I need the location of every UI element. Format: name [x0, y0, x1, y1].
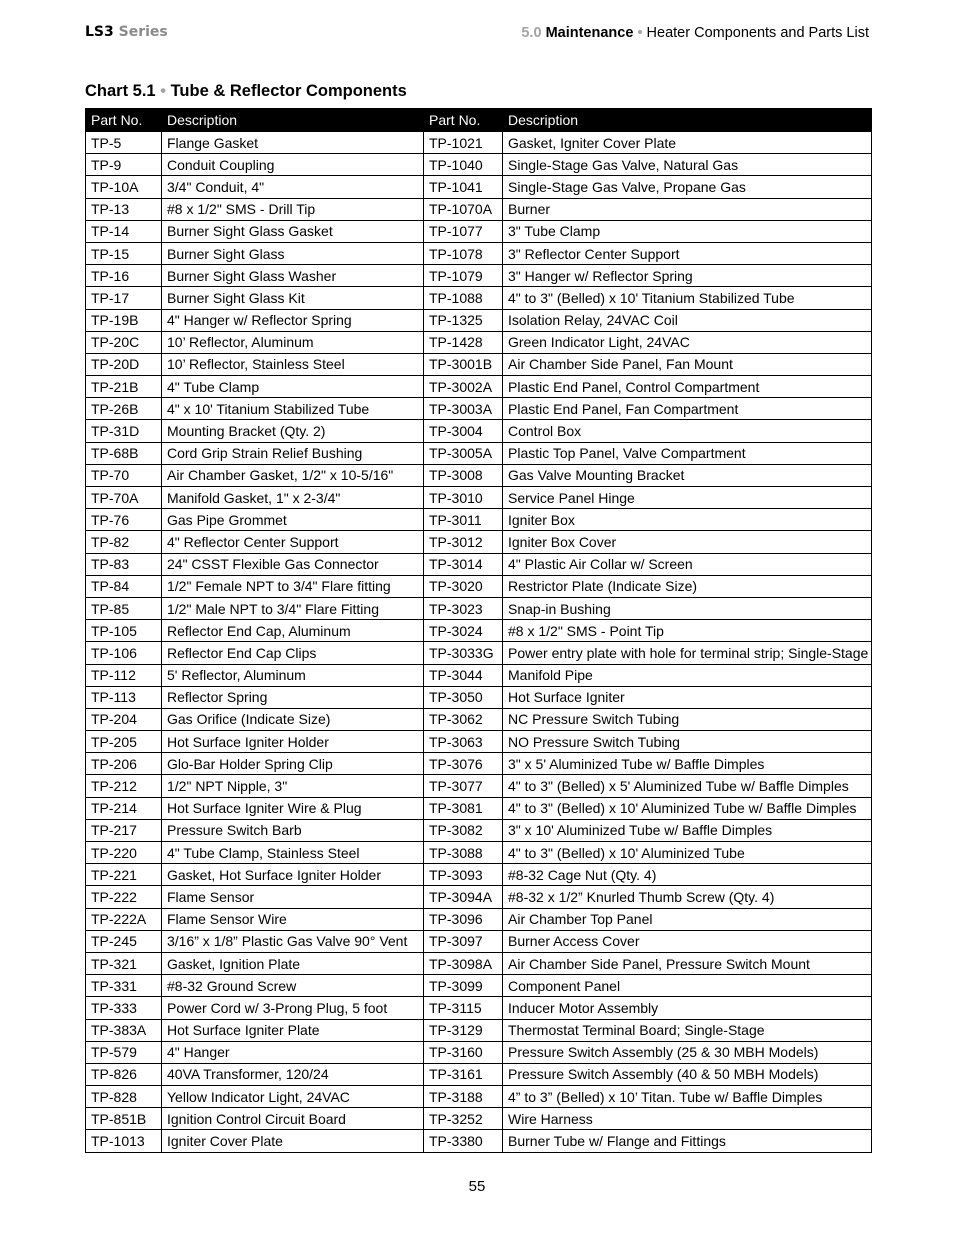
section-header — [521, 25, 869, 41]
column-header-description: Description — [503, 109, 872, 132]
cell-description: 4" to 3" (Belled) x 5' Aluminized Tube w/ Baffle Dimples — [503, 775, 872, 797]
cell-part-no: TP-1070A — [424, 198, 503, 220]
cell-part-no: TP-3010 — [424, 487, 503, 509]
cell-description: Reflector End Cap, Aluminum — [162, 620, 424, 642]
cell-description: Gas Orifice (Indicate Size) — [162, 708, 424, 730]
cell-part-no: TP-3115 — [424, 997, 503, 1019]
cell-part-no: TP-3160 — [424, 1041, 503, 1063]
table-row — [86, 686, 872, 708]
cell-part-no: TP-5 — [86, 132, 162, 154]
table-row — [86, 1130, 872, 1152]
table-row — [86, 220, 872, 242]
cell-part-no: TP-15 — [86, 242, 162, 264]
chart-label: Chart 5.1 — [85, 82, 156, 100]
cell-description: #8-32 Cage Nut (Qty. 4) — [503, 864, 872, 886]
cell-description: 4" x 10' Titanium Stabilized Tube — [162, 398, 424, 420]
cell-part-no: TP-3020 — [424, 575, 503, 597]
page-number: 55 — [468, 1178, 486, 1195]
cell-description: Gasket, Ignition Plate — [162, 952, 424, 974]
cell-description: Flange Gasket — [162, 132, 424, 154]
cell-part-no: TP-85 — [86, 597, 162, 619]
cell-part-no: TP-16 — [86, 265, 162, 287]
cell-description: Conduit Coupling — [162, 154, 424, 176]
table-row — [86, 997, 872, 1019]
cell-description: Power entry plate with hole for terminal strip; Single-Stage — [503, 642, 872, 664]
cell-part-no: TP-3188 — [424, 1086, 503, 1108]
cell-description: Reflector End Cap Clips — [162, 642, 424, 664]
cell-part-no: TP-1040 — [424, 154, 503, 176]
table-row — [86, 620, 872, 642]
cell-description: Pressure Switch Assembly (40 & 50 MBH Models) — [503, 1063, 872, 1085]
cell-part-no: TP-212 — [86, 775, 162, 797]
cell-part-no: TP-3063 — [424, 731, 503, 753]
cell-part-no: TP-106 — [86, 642, 162, 664]
cell-description: 4” to 3” (Belled) x 10’ Titan. Tube w/ Baffle Dimples — [503, 1086, 872, 1108]
cell-part-no: TP-3093 — [424, 864, 503, 886]
cell-description: Cord Grip Strain Relief Bushing — [162, 442, 424, 464]
table-row — [86, 664, 872, 686]
cell-part-no: TP-82 — [86, 531, 162, 553]
cell-part-no: TP-214 — [86, 797, 162, 819]
cell-description: Thermostat Terminal Board; Single-Stage — [503, 1019, 872, 1041]
cell-description: Flame Sensor Wire — [162, 908, 424, 930]
cell-part-no: TP-1088 — [424, 287, 503, 309]
table-row — [86, 420, 872, 442]
cell-part-no: TP-3097 — [424, 930, 503, 952]
cell-part-no: TP-3161 — [424, 1063, 503, 1085]
table-row — [86, 1019, 872, 1041]
cell-description: Burner Access Cover — [503, 930, 872, 952]
cell-description: Air Chamber Gasket, 1/2" x 10-5/16" — [162, 464, 424, 486]
series-label — [85, 24, 168, 40]
cell-description: Component Panel — [503, 975, 872, 997]
section-subtitle: Heater Components and Parts List — [646, 25, 869, 41]
cell-part-no: TP-3044 — [424, 664, 503, 686]
chart-bullet: • — [160, 82, 166, 100]
cell-part-no: TP-3088 — [424, 842, 503, 864]
cell-description: Green Indicator Light, 24VAC — [503, 331, 872, 353]
table-row — [86, 908, 872, 930]
cell-description: Flame Sensor — [162, 886, 424, 908]
cell-part-no: TP-70 — [86, 464, 162, 486]
cell-description: Mounting Bracket (Qty. 2) — [162, 420, 424, 442]
table-row — [86, 265, 872, 287]
cell-description: 4" Tube Clamp, Stainless Steel — [162, 842, 424, 864]
cell-description: 4" Reflector Center Support — [162, 531, 424, 553]
cell-part-no: TP-3014 — [424, 553, 503, 575]
cell-description: 3/4" Conduit, 4" — [162, 176, 424, 198]
table-row — [86, 176, 872, 198]
table-row — [86, 952, 872, 974]
cell-part-no: TP-3002A — [424, 376, 503, 398]
chart-title — [85, 82, 407, 101]
cell-description: Restrictor Plate (Indicate Size) — [503, 575, 872, 597]
table-row — [86, 442, 872, 464]
cell-part-no: TP-826 — [86, 1063, 162, 1085]
cell-description: Burner Sight Glass Washer — [162, 265, 424, 287]
cell-description: Single-Stage Gas Valve, Propane Gas — [503, 176, 872, 198]
cell-description: Isolation Relay, 24VAC Coil — [503, 309, 872, 331]
table-row — [86, 487, 872, 509]
cell-description: 4" Plastic Air Collar w/ Screen — [503, 553, 872, 575]
table-row — [86, 154, 872, 176]
cell-description: Gasket, Igniter Cover Plate — [503, 132, 872, 154]
cell-description: 4" Hanger w/ Reflector Spring — [162, 309, 424, 331]
table-row — [86, 509, 872, 531]
cell-part-no: TP-3129 — [424, 1019, 503, 1041]
cell-description: NC Pressure Switch Tubing — [503, 708, 872, 730]
table-row — [86, 930, 872, 952]
cell-description: Service Panel Hinge — [503, 487, 872, 509]
cell-description: 3" x 5' Aluminized Tube w/ Baffle Dimples — [503, 753, 872, 775]
cell-part-no: TP-3098A — [424, 952, 503, 974]
cell-part-no: TP-1325 — [424, 309, 503, 331]
chart-title-text: Tube & Reflector Components — [170, 82, 407, 100]
cell-description: Single-Stage Gas Valve, Natural Gas — [503, 154, 872, 176]
cell-part-no: TP-3008 — [424, 464, 503, 486]
cell-part-no: TP-331 — [86, 975, 162, 997]
cell-part-no: TP-3081 — [424, 797, 503, 819]
cell-part-no: TP-112 — [86, 664, 162, 686]
cell-part-no: TP-3099 — [424, 975, 503, 997]
cell-part-no: TP-9 — [86, 154, 162, 176]
table-row — [86, 575, 872, 597]
cell-part-no: TP-3082 — [424, 819, 503, 841]
cell-part-no: TP-1428 — [424, 331, 503, 353]
cell-part-no: TP-3011 — [424, 509, 503, 531]
cell-description: 3" Hanger w/ Reflector Spring — [503, 265, 872, 287]
cell-part-no: TP-3003A — [424, 398, 503, 420]
cell-description: 40VA Transformer, 120/24 — [162, 1063, 424, 1085]
cell-part-no: TP-31D — [86, 420, 162, 442]
cell-description: 4" to 3" (Belled) x 10' Aluminized Tube — [503, 842, 872, 864]
cell-description: Hot Surface Igniter Holder — [162, 731, 424, 753]
table-row — [86, 309, 872, 331]
cell-part-no: TP-221 — [86, 864, 162, 886]
table-row — [86, 376, 872, 398]
table-row — [86, 198, 872, 220]
cell-part-no: TP-1041 — [424, 176, 503, 198]
table-row — [86, 975, 872, 997]
cell-part-no: TP-321 — [86, 952, 162, 974]
cell-description: 5' Reflector, Aluminum — [162, 664, 424, 686]
cell-description: Hot Surface Igniter Plate — [162, 1019, 424, 1041]
series-name: LS3 — [85, 24, 114, 40]
table-row — [86, 464, 872, 486]
cell-part-no: TP-3001B — [424, 353, 503, 375]
cell-description: 1/2" NPT Nipple, 3" — [162, 775, 424, 797]
cell-part-no: TP-19B — [86, 309, 162, 331]
cell-description: Glo-Bar Holder Spring Clip — [162, 753, 424, 775]
cell-description: 4" Hanger — [162, 1041, 424, 1063]
cell-description: Gas Pipe Grommet — [162, 509, 424, 531]
series-word: Series — [118, 24, 168, 40]
cell-description: 3" x 10' Aluminized Tube w/ Baffle Dimples — [503, 819, 872, 841]
table-row — [86, 797, 872, 819]
cell-description: Plastic Top Panel, Valve Compartment — [503, 442, 872, 464]
cell-part-no: TP-579 — [86, 1041, 162, 1063]
cell-part-no: TP-26B — [86, 398, 162, 420]
cell-description: Igniter Cover Plate — [162, 1130, 424, 1152]
table-row — [86, 1041, 872, 1063]
cell-description: Air Chamber Top Panel — [503, 908, 872, 930]
cell-part-no: TP-222 — [86, 886, 162, 908]
cell-description: Gas Valve Mounting Bracket — [503, 464, 872, 486]
table-row — [86, 242, 872, 264]
table-row — [86, 597, 872, 619]
cell-description: Burner Sight Glass — [162, 242, 424, 264]
cell-description: NO Pressure Switch Tubing — [503, 731, 872, 753]
cell-description: Burner Tube w/ Flange and Fittings — [503, 1130, 872, 1152]
cell-description: #8 x 1/2" SMS - Drill Tip — [162, 198, 424, 220]
cell-description: Pressure Switch Barb — [162, 819, 424, 841]
cell-description: Power Cord w/ 3-Prong Plug, 5 foot — [162, 997, 424, 1019]
cell-description: 3/16” x 1/8” Plastic Gas Valve 90° Vent — [162, 930, 424, 952]
cell-part-no: TP-245 — [86, 930, 162, 952]
section-title: Maintenance — [545, 25, 634, 41]
table-row — [86, 132, 872, 154]
table-row — [86, 864, 872, 886]
cell-part-no: TP-3062 — [424, 708, 503, 730]
cell-description: Plastic End Panel, Fan Compartment — [503, 398, 872, 420]
cell-description: Control Box — [503, 420, 872, 442]
cell-description: 4" to 3" (Belled) x 10' Titanium Stabilized Tube — [503, 287, 872, 309]
cell-part-no: TP-3252 — [424, 1108, 503, 1130]
cell-part-no: TP-222A — [86, 908, 162, 930]
cell-part-no: TP-1077 — [424, 220, 503, 242]
table-row — [86, 353, 872, 375]
cell-description: 3" Tube Clamp — [503, 220, 872, 242]
cell-part-no: TP-217 — [86, 819, 162, 841]
cell-part-no: TP-828 — [86, 1086, 162, 1108]
table-row — [86, 331, 872, 353]
cell-description: Yellow Indicator Light, 24VAC — [162, 1086, 424, 1108]
cell-part-no: TP-3033G — [424, 642, 503, 664]
cell-part-no: TP-70A — [86, 487, 162, 509]
cell-part-no: TP-20D — [86, 353, 162, 375]
cell-part-no: TP-206 — [86, 753, 162, 775]
cell-part-no: TP-17 — [86, 287, 162, 309]
cell-description: Igniter Box — [503, 509, 872, 531]
cell-description: 4" Tube Clamp — [162, 376, 424, 398]
cell-description: Plastic End Panel, Control Compartment — [503, 376, 872, 398]
table-header-row — [86, 109, 872, 132]
cell-description: #8-32 Ground Screw — [162, 975, 424, 997]
cell-part-no: TP-21B — [86, 376, 162, 398]
cell-description: 10’ Reflector, Aluminum — [162, 331, 424, 353]
cell-part-no: TP-1079 — [424, 265, 503, 287]
table-row — [86, 753, 872, 775]
cell-part-no: TP-3380 — [424, 1130, 503, 1152]
cell-part-no: TP-76 — [86, 509, 162, 531]
cell-part-no: TP-851B — [86, 1108, 162, 1130]
cell-description: 3" Reflector Center Support — [503, 242, 872, 264]
cell-part-no: TP-68B — [86, 442, 162, 464]
cell-description: 4" to 3" (Belled) x 10' Aluminized Tube w/ Baffle Dimples — [503, 797, 872, 819]
cell-description: Manifold Gasket, 1" x 2-3/4" — [162, 487, 424, 509]
cell-description: Snap-in Bushing — [503, 597, 872, 619]
cell-description: Wire Harness — [503, 1108, 872, 1130]
table-row — [86, 1063, 872, 1085]
column-header-part-no: Part No. — [86, 109, 162, 132]
table-row — [86, 886, 872, 908]
column-header-description: Description — [162, 109, 424, 132]
cell-description: Burner Sight Glass Gasket — [162, 220, 424, 242]
cell-part-no: TP-204 — [86, 708, 162, 730]
cell-description: Hot Surface Igniter — [503, 686, 872, 708]
table-row — [86, 731, 872, 753]
table-row — [86, 398, 872, 420]
cell-description: Burner — [503, 198, 872, 220]
cell-part-no: TP-3023 — [424, 597, 503, 619]
table-row — [86, 287, 872, 309]
cell-description: Inducer Motor Assembly — [503, 997, 872, 1019]
cell-part-no: TP-205 — [86, 731, 162, 753]
cell-part-no: TP-1078 — [424, 242, 503, 264]
cell-part-no: TP-83 — [86, 553, 162, 575]
cell-part-no: TP-3077 — [424, 775, 503, 797]
cell-description: Gasket, Hot Surface Igniter Holder — [162, 864, 424, 886]
cell-description: Reflector Spring — [162, 686, 424, 708]
cell-part-no: TP-13 — [86, 198, 162, 220]
cell-part-no: TP-20C — [86, 331, 162, 353]
cell-description: Air Chamber Side Panel, Pressure Switch Mount — [503, 952, 872, 974]
cell-part-no: TP-3094A — [424, 886, 503, 908]
cell-description: Igniter Box Cover — [503, 531, 872, 553]
cell-description: Manifold Pipe — [503, 664, 872, 686]
table-row — [86, 642, 872, 664]
cell-description: 1/2" Female NPT to 3/4" Flare fitting — [162, 575, 424, 597]
cell-part-no: TP-10A — [86, 176, 162, 198]
cell-description: Pressure Switch Assembly (25 & 30 MBH Models) — [503, 1041, 872, 1063]
cell-description: 10’ Reflector, Stainless Steel — [162, 353, 424, 375]
cell-part-no: TP-3050 — [424, 686, 503, 708]
cell-part-no: TP-383A — [86, 1019, 162, 1041]
column-header-part-no: Part No. — [424, 109, 503, 132]
cell-description: #8 x 1/2" SMS - Point Tip — [503, 620, 872, 642]
cell-part-no: TP-1013 — [86, 1130, 162, 1152]
cell-part-no: TP-3096 — [424, 908, 503, 930]
cell-description: 1/2" Male NPT to 3/4" Flare Fitting — [162, 597, 424, 619]
cell-description: Burner Sight Glass Kit — [162, 287, 424, 309]
cell-description: Hot Surface Igniter Wire & Plug — [162, 797, 424, 819]
cell-part-no: TP-3004 — [424, 420, 503, 442]
cell-part-no: TP-333 — [86, 997, 162, 1019]
cell-part-no: TP-105 — [86, 620, 162, 642]
table-row — [86, 1086, 872, 1108]
table-row — [86, 531, 872, 553]
cell-part-no: TP-3024 — [424, 620, 503, 642]
cell-part-no: TP-3005A — [424, 442, 503, 464]
cell-part-no: TP-3076 — [424, 753, 503, 775]
parts-table — [85, 108, 872, 1153]
cell-part-no: TP-1021 — [424, 132, 503, 154]
cell-part-no: TP-113 — [86, 686, 162, 708]
table-row — [86, 775, 872, 797]
section-bullet: • — [637, 25, 643, 41]
cell-description: Ignition Control Circuit Board — [162, 1108, 424, 1130]
table-row — [86, 819, 872, 841]
cell-part-no: TP-220 — [86, 842, 162, 864]
table-row — [86, 1108, 872, 1130]
section-number: 5.0 — [521, 25, 542, 41]
table-body — [86, 132, 872, 1153]
table-row — [86, 708, 872, 730]
cell-description: Air Chamber Side Panel, Fan Mount — [503, 353, 872, 375]
cell-part-no: TP-84 — [86, 575, 162, 597]
cell-description: 24" CSST Flexible Gas Connector — [162, 553, 424, 575]
cell-part-no: TP-14 — [86, 220, 162, 242]
cell-description: #8-32 x 1/2” Knurled Thumb Screw (Qty. 4) — [503, 886, 872, 908]
table-row — [86, 553, 872, 575]
table-row — [86, 842, 872, 864]
cell-part-no: TP-3012 — [424, 531, 503, 553]
